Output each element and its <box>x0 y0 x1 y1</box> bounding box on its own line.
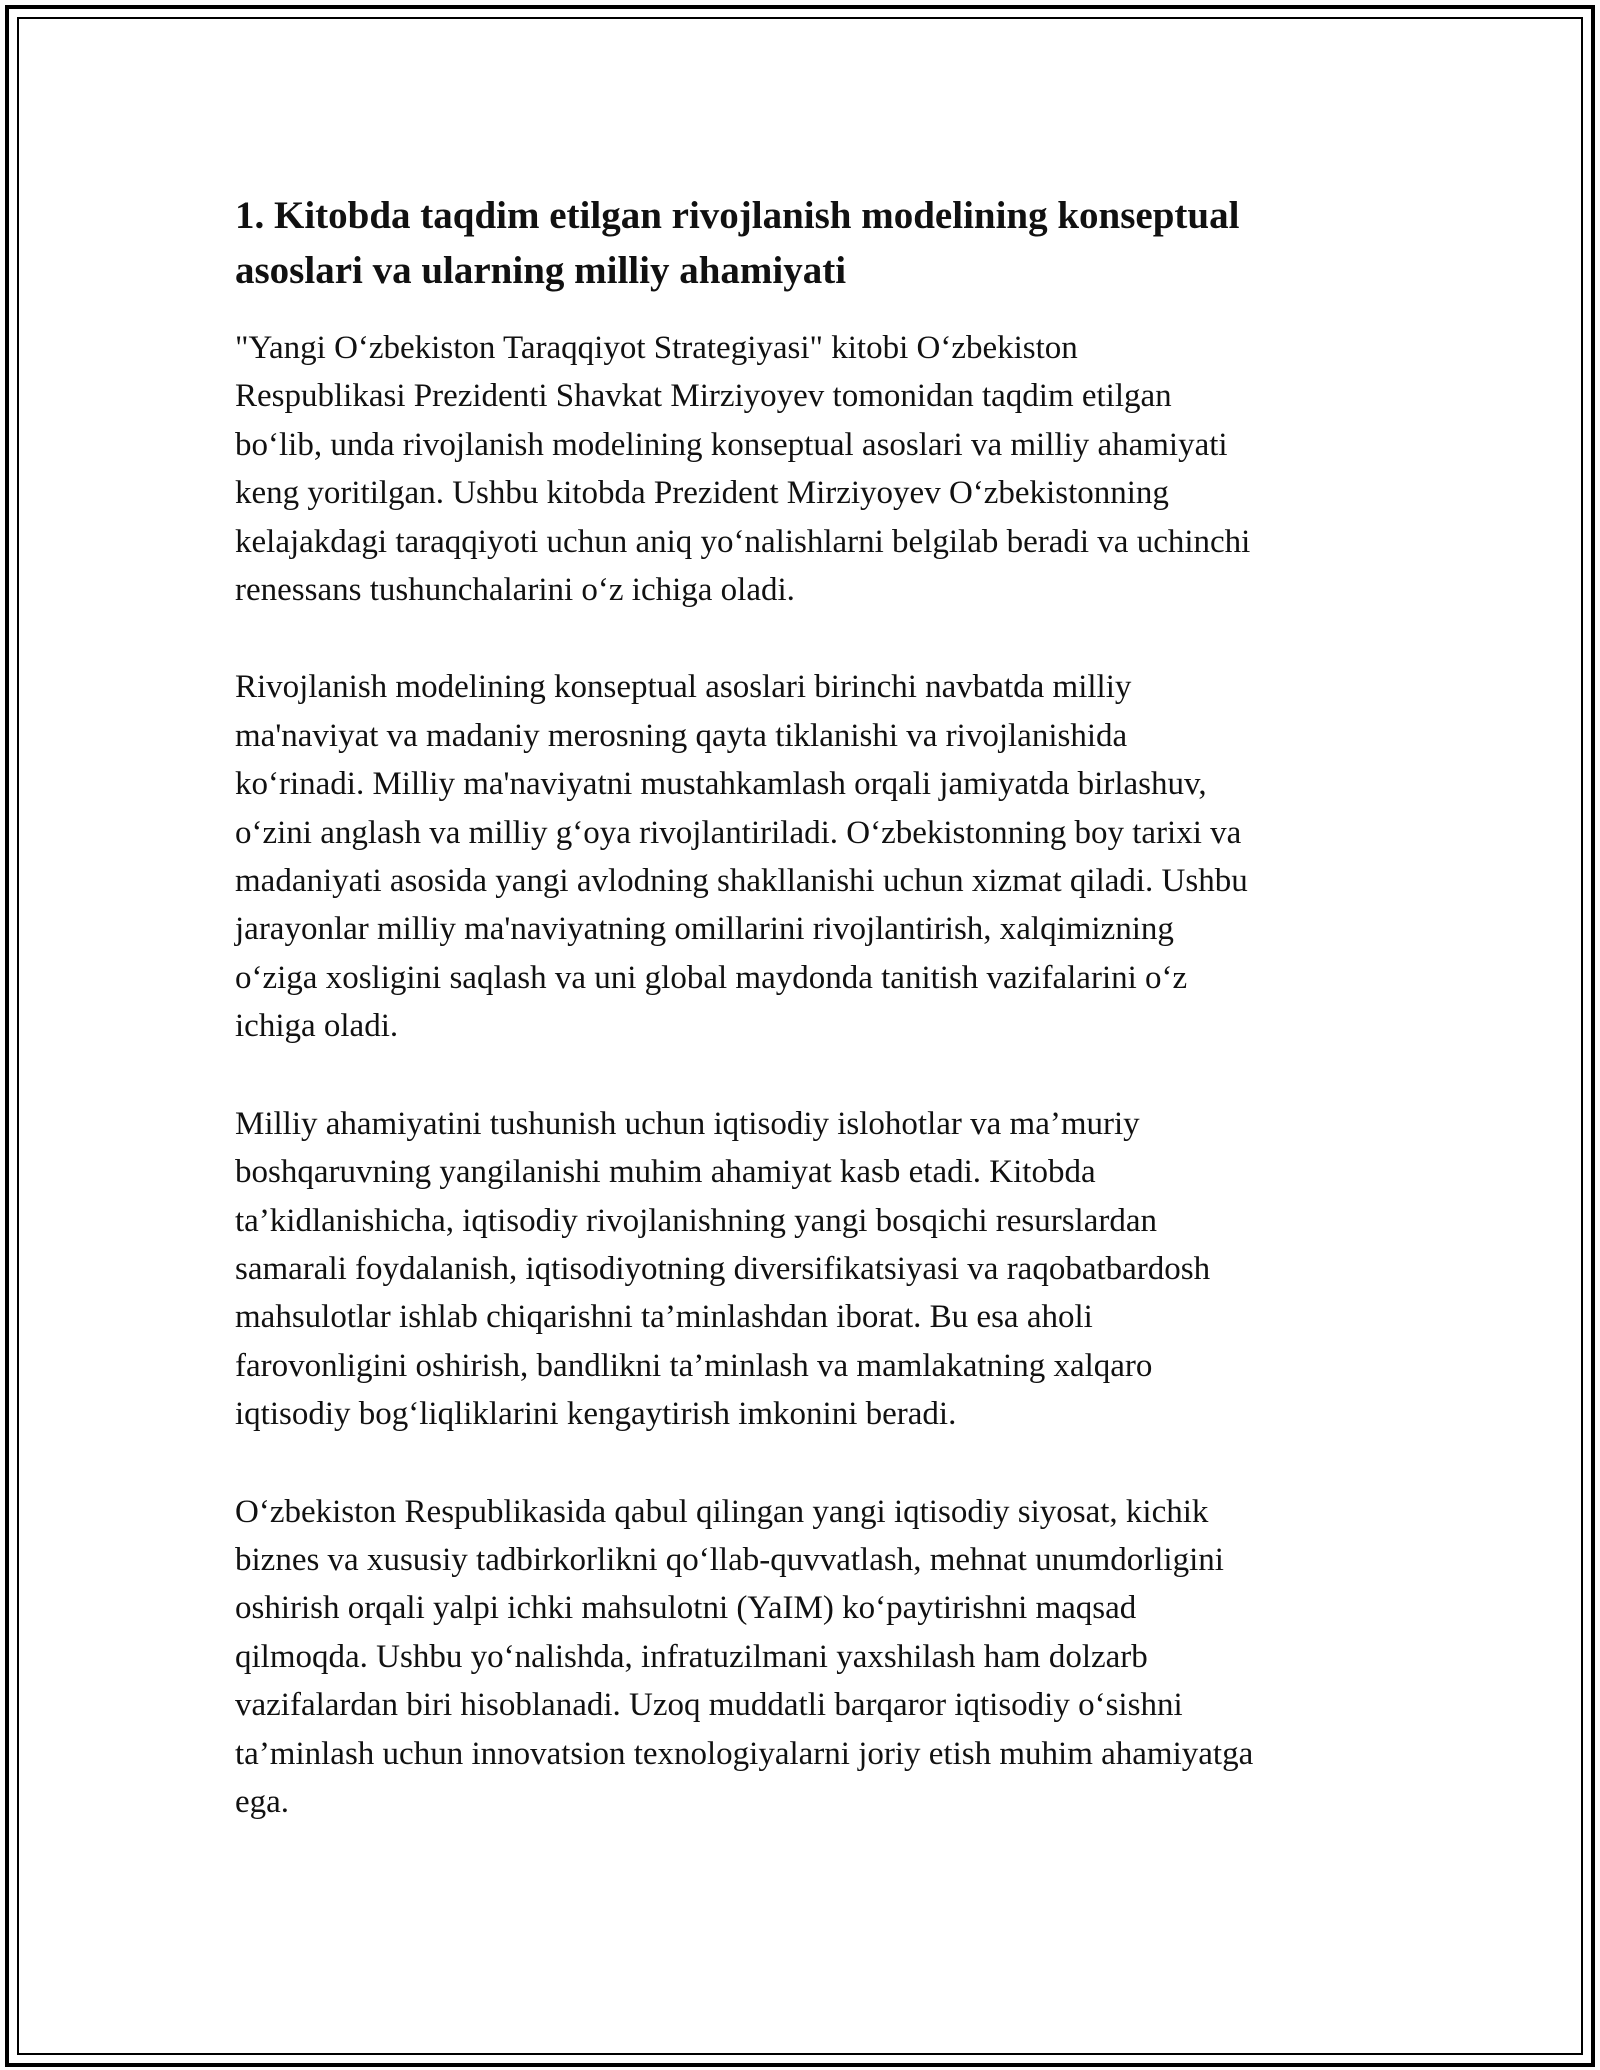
document-body <box>235 188 1375 1875</box>
paragraph-1: "Yangi O‘zbekiston Taraqqiyot Strategiyasi" kitobi O‘zbekiston Respublikasi Prezidenti Shavkat Mirziyoyev tomonidan taqdim etilgan bo‘lib, unda rivojlanish modelining konseptual asoslari va milliy ahamiyati keng yoritilgan. Ushbu kitobda Prezident Mirziyoyev O‘zbekistonning kelajakdagi taraqqiyoti uchun aniq yo‘nalishlarni belgilab beradi va uchinchi renessans tushunchalarini o‘z ichiga oladi. <box>235 330 1251 609</box>
section-heading: 1. Kitobda taqdim etilgan rivojlanish modelining konseptual asoslari va ularning milliy ahamiyati <box>235 194 1240 292</box>
paragraph-3: Milliy ahamiyatini tushunish uchun iqtisodiy islohotlar va ma’muriy boshqaruvning yangilanishi muhim ahamiyat kasb etadi. Kitobda ta’kidlanishicha, iqtisodiy rivojlanishning yangi bosqichi resurslardan samarali foydalanish, iqtisodiyotning diversifikatsiyasi va raqobatbardosh mahsulotlar ishlab chiqarishni ta’minlashdan iborat. Bu esa aholi farovonligini oshirish, bandlikni ta’minlash va mamlakatning xalqaro iqtisodiy bog‘liqliklarini kengaytirish imkonini beradi. <box>235 1105 1211 1433</box>
paragraph-4: O‘zbekiston Respublikasida qabul qilingan yangi iqtisodiy siyosat, kichik biznes va xususiy tadbirkorlikni qo‘llab-quvvatlash, mehnat unumdorligini oshirish orqali yalpi ichki mahsulotni (YaIM) ko‘paytirishni maqsad qilmoqda. Ushbu yo‘nalishda, infratuzilmani yaxshilash ham dolzarb vazifalardan biri hisoblanadi. Uzoq muddatli barqaror iqtisodiy o‘sishni ta’minlash uchun innovatsion texnologiyalarni joriy etish muhim ahamiyatga ega. <box>235 1493 1254 1820</box>
paragraph-2: Rivojlanish modelining konseptual asoslari birinchi navbatda milliy ma'naviyat va madaniy merosning qayta tiklanishi va rivojlanishida ko‘rinadi. Milliy ma'naviyatni mustahkamlash orqali jamiyatda birlashuv, o‘zini anglash va milliy g‘oya rivojlantiriladi. O‘zbekistonning boy tarixi va madaniyati asosida yangi avlodning shakllanishi uchun xizmat qiladi. Ushbu jarayonlar milliy ma'naviyatning omillarini rivojlantirish, xalqimizning o‘ziga xosligini saqlash va uni global maydonda tanitish vazifalarini o‘z ichiga oladi. <box>235 669 1248 1045</box>
